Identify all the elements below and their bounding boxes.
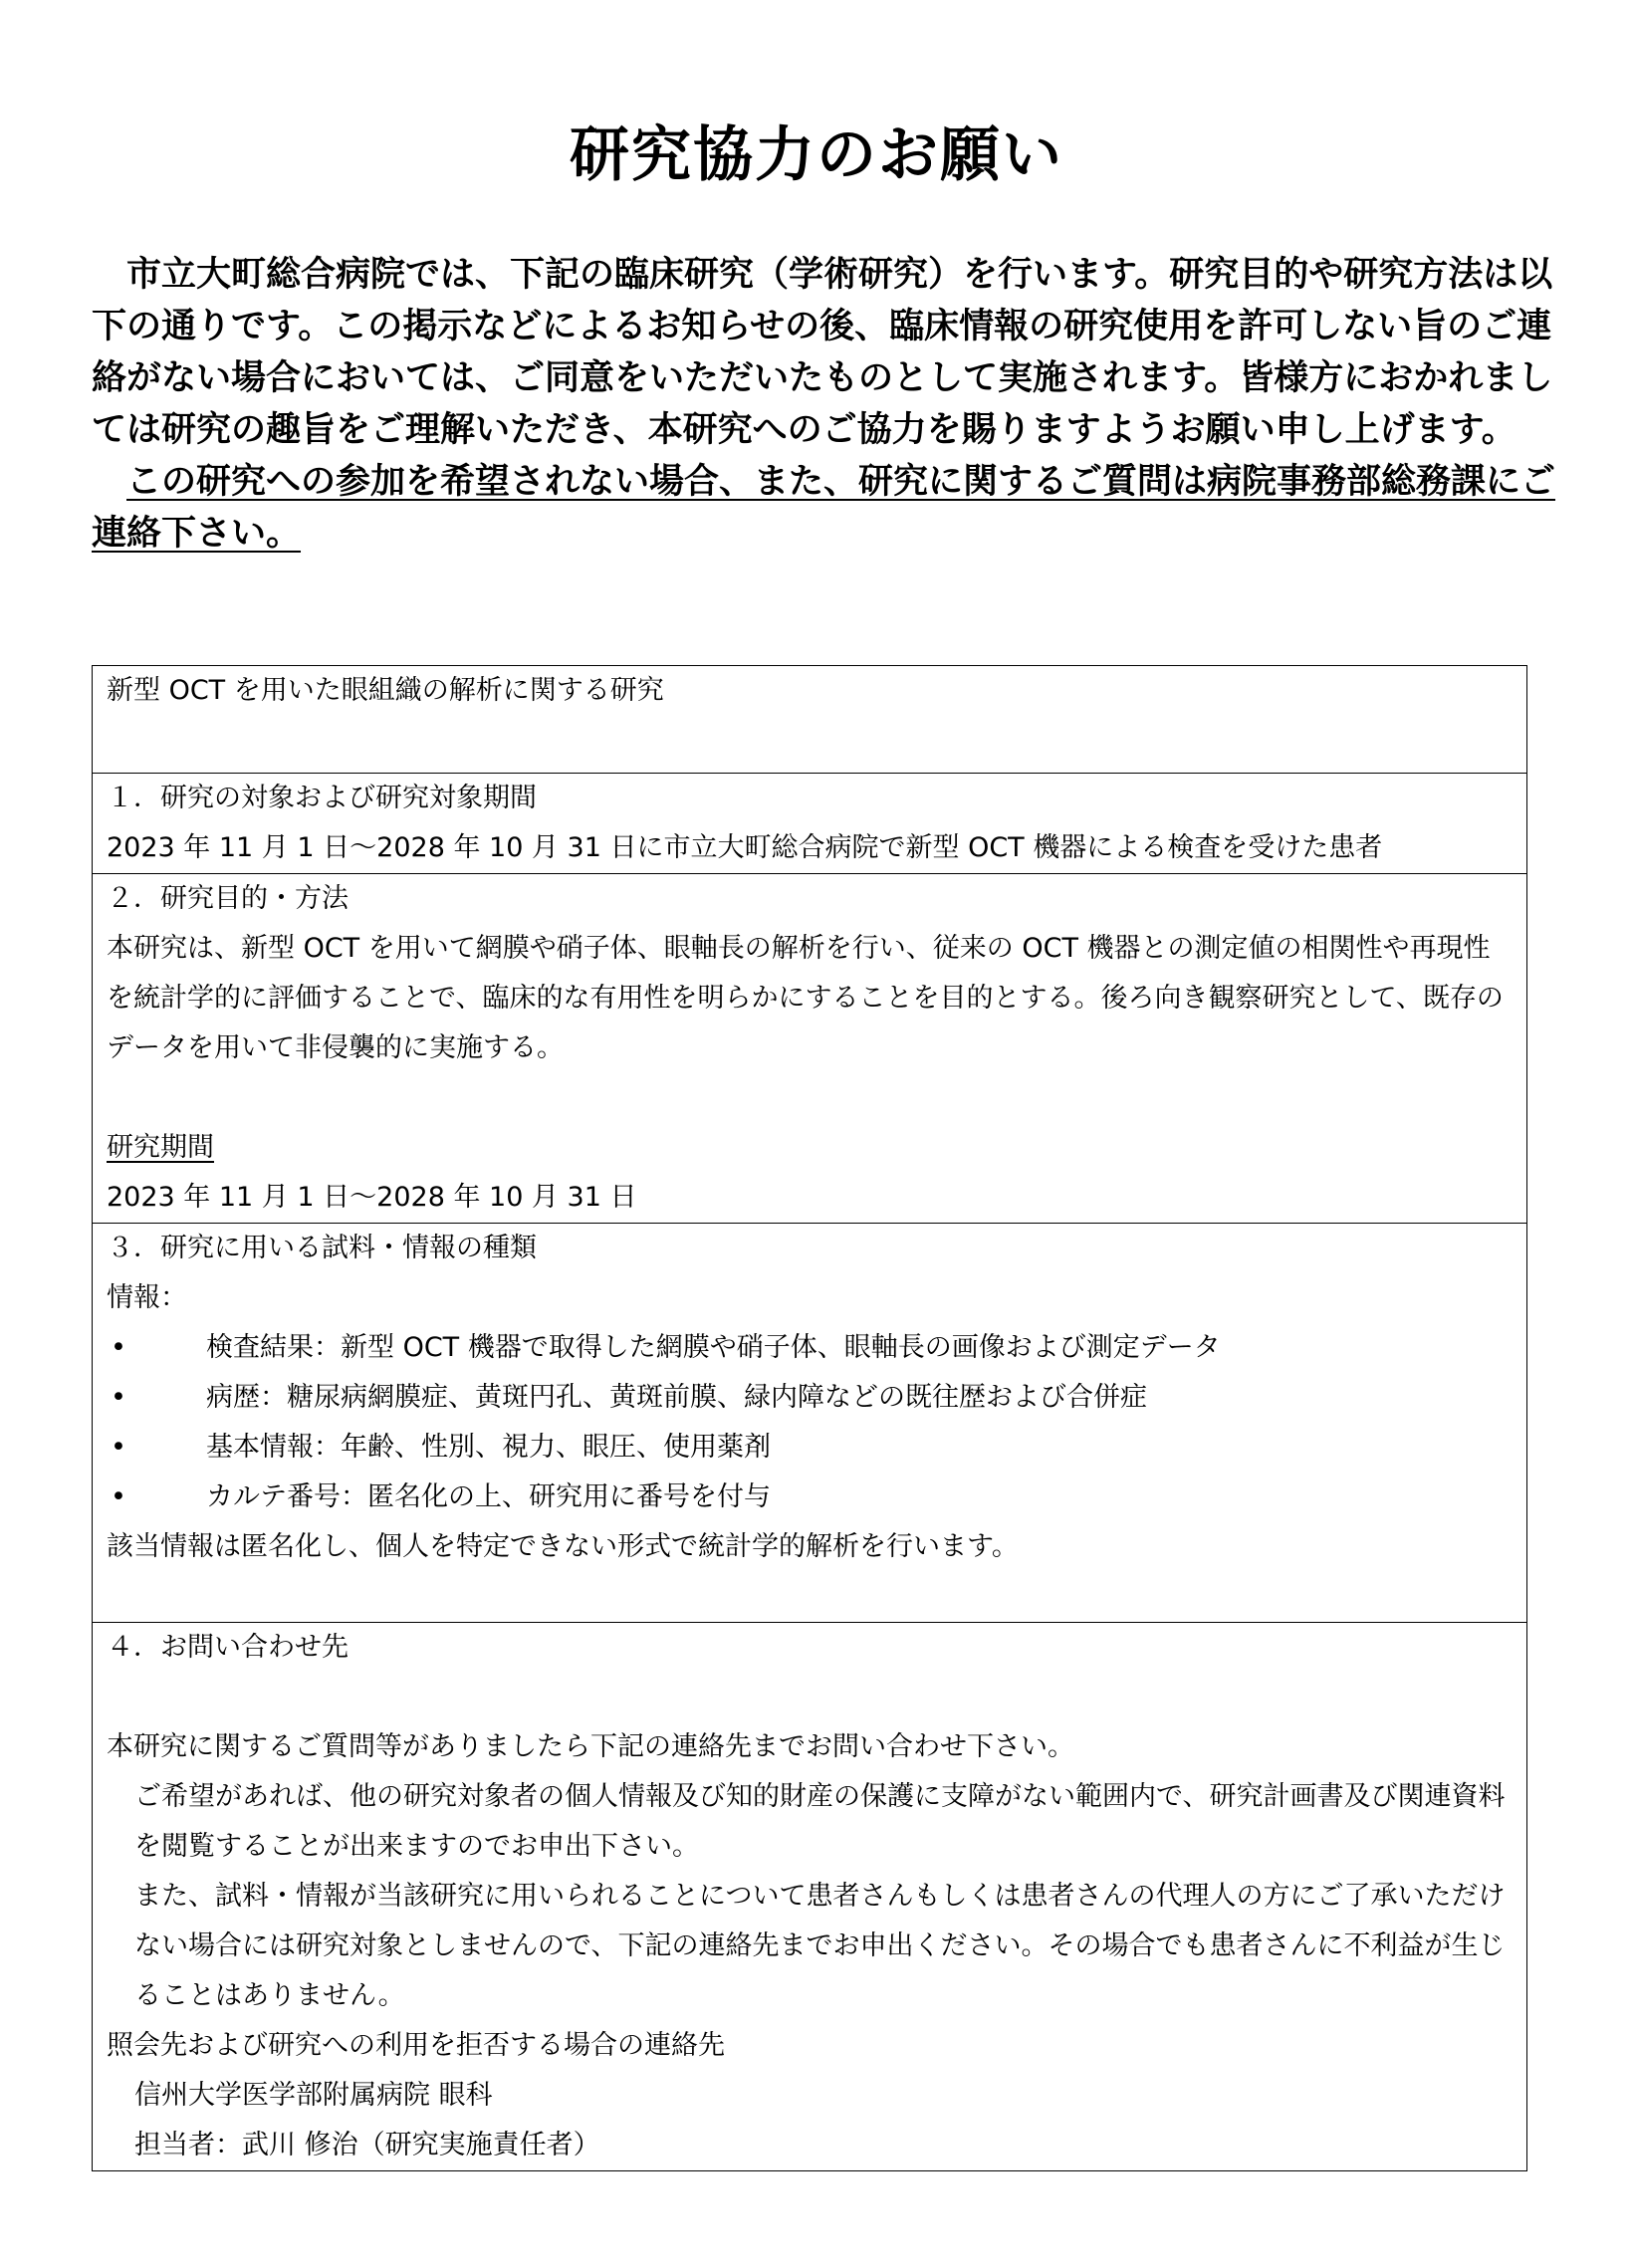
intro-text (92, 249, 1555, 560)
contact-person: 担当者：武川 修治（研究実施責任者） (134, 2130, 600, 2160)
section-1-row (93, 774, 1527, 874)
list-item-text: 病歴：糖尿病網膜症、黄斑円孔、黄斑前膜、緑内障などの既往歴および合併症 (206, 1382, 1147, 1413)
anonymization-note: 該当情報は匿名化し、個人を特定できない形式で統計学的解析を行います。 (107, 1531, 1019, 1562)
info-list (107, 1323, 1513, 1522)
study-info-table (92, 665, 1527, 2171)
study-title: 新型 OCT を用いた眼組織の解析に関する研究 (93, 666, 1527, 774)
spacer (107, 1572, 1513, 1622)
section-1-body: 2023 年 11 月 1 日～2028 年 10 月 31 日に市立大町総合病院で新型 OCT 機器による検査を受けた患者 (107, 832, 1383, 863)
study-title-row (93, 666, 1527, 774)
section-2-row (93, 874, 1527, 1224)
contact-institution: 信州大学医学部附属病院 眼科 (134, 2080, 493, 2111)
bullet-icon: • (111, 1432, 126, 1463)
section-4-row (93, 1623, 1527, 2171)
opt-out-text: また、試料・情報が当該研究に用いられることについて患者さんもしくは患者さんの代理人の方にご了承いただけない場合には研究対象としませんので、下記の連絡先までお申出ください。その場合でも患者さんに不利益が生じることはありません。 (134, 1881, 1506, 2011)
bullet-icon: • (111, 1332, 126, 1363)
research-period: 2023 年 11 月 1 日～2028 年 10 月 31 日 (107, 1182, 637, 1213)
research-period-label: 研究期間 (107, 1132, 214, 1163)
intro-contact-notice-text: この研究への参加を希望されない場合、また、研究に関するご質問は病院事務部総務課にご連絡下さい。 (92, 462, 1556, 554)
list-item-text: カルテ番号：匿名化の上、研究用に番号を付与 (206, 1481, 771, 1512)
document-access-text: ご希望があれば、他の研究対象者の個人情報及び知的財産の保護に支障がない範囲内で、研究計画書及び関連資料を閲覧することが出来ますのでお申出下さい。 (134, 1781, 1506, 1862)
section-2-body: 本研究は、新型 OCT を用いて網膜や硝子体、眼軸長の解析を行い、従来の OCT 機器との測定値の相関性や再現性を統計学的に評価することで、臨床的な有用性を明らかにすることを目的とする。後ろ向き観察研究として、既存のデータを用いて非侵襲的に実施する。 (107, 933, 1504, 1063)
inquiry-text: 本研究に関するご質問等がありましたら下記の連絡先までお問い合わせ下さい。 (107, 1731, 1074, 1762)
list-item-text: 基本情報：年齢、性別、視力、眼圧、使用薬剤 (206, 1432, 771, 1463)
bullet-icon: • (111, 1481, 126, 1512)
spacer (107, 1673, 1513, 1722)
list-item (107, 1423, 1513, 1473)
bullet-icon: • (111, 1382, 126, 1413)
section-3-heading: ３．研究に用いる試料・情報の種類 (107, 1233, 537, 1263)
contact-label: 照会先および研究への利用を拒否する場合の連絡先 (107, 2030, 725, 2061)
list-item-text: 検査結果：新型 OCT 機器で取得した網膜や硝子体、眼軸長の画像および測定データ (206, 1332, 1221, 1363)
section-3-row (93, 1224, 1527, 1623)
section-4-heading: ４．お問い合わせ先 (107, 1632, 349, 1663)
list-item (107, 1323, 1513, 1373)
intro-contact-notice (92, 456, 1555, 560)
section-2-heading: ２．研究目的・方法 (107, 883, 349, 914)
info-label: 情報： (107, 1282, 187, 1313)
list-item (107, 1473, 1513, 1522)
intro-paragraph: 市立大町総合病院では、下記の臨床研究（学術研究）を行います。研究目的や研究方法は以下の通りです。この掲示などによるお知らせの後、臨床情報の研究使用を許可しない旨のご連絡がない場合においては、ご同意をいただいたものとして実施されます。皆様方におかれましては研究の趣旨をご理解いただき、本研究へのご協力を賜りますようお願い申し上げます。 (92, 255, 1553, 450)
list-item (107, 1373, 1513, 1423)
spacer (107, 1073, 1513, 1123)
section-1-heading: １．研究の対象および研究対象期間 (107, 783, 537, 813)
page-title: 研究協力のお願い (570, 120, 1063, 190)
